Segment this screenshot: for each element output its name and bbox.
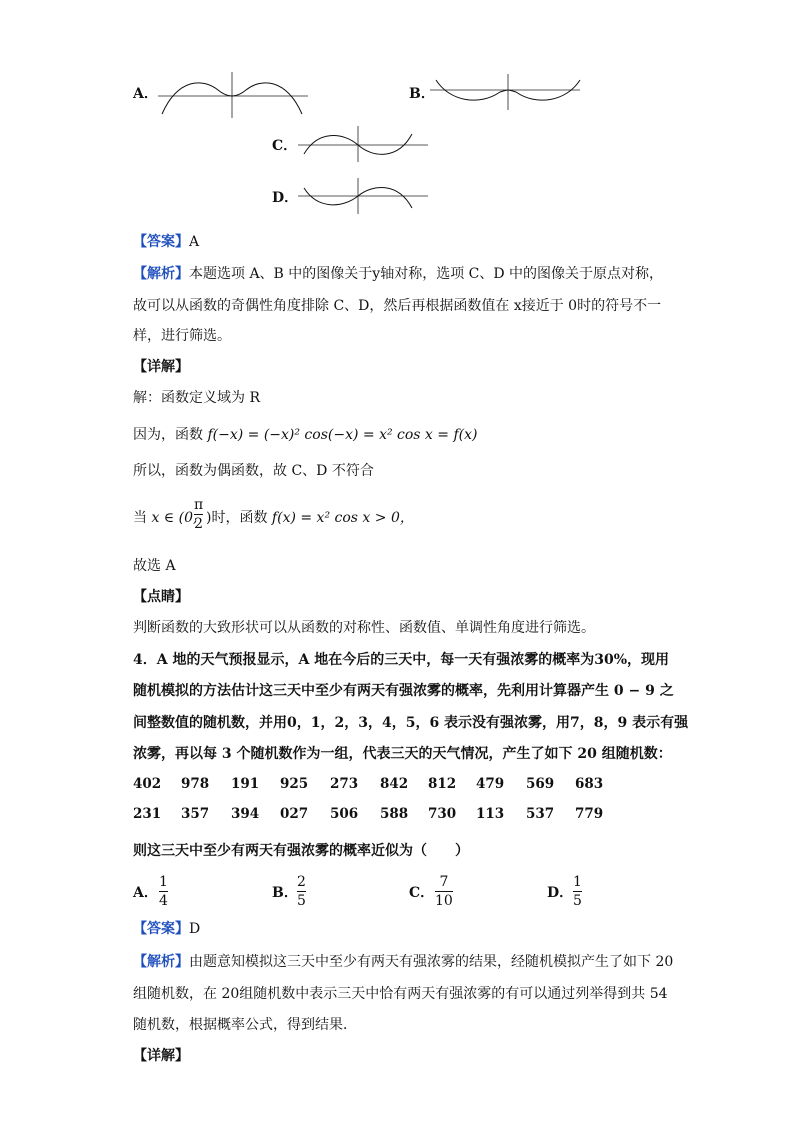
graph-option-d bbox=[298, 176, 438, 216]
fraction-denominator: 10 bbox=[435, 893, 453, 909]
random-number: 027 bbox=[280, 806, 309, 822]
answer-value: D bbox=[189, 921, 201, 937]
option-a-label: A． bbox=[133, 885, 158, 901]
random-number: 231 bbox=[133, 806, 162, 822]
fraction-numerator: 1 bbox=[573, 874, 582, 890]
option-b-label: B． bbox=[272, 885, 298, 901]
graph-option-b bbox=[430, 72, 590, 112]
fraction-bar bbox=[194, 514, 203, 515]
random-number: 113 bbox=[476, 806, 505, 822]
q4-line-3: 间整数值的随机数，并用0，1，2，3，4，5，6 表示没有强浓雾，用7，8，9 表示有强 bbox=[133, 715, 689, 731]
q4-line-4: 浓雾，再以每 3 个随机数作为一组，代表三天的天气情况，产生了如下 20 组随机数： bbox=[133, 746, 672, 762]
fraction-numerator: π bbox=[194, 497, 204, 513]
detail-line-1: 解：函数定义域为 R bbox=[133, 390, 260, 406]
fraction-bar bbox=[159, 891, 168, 892]
remark-text: 判断函数的大致形状可以从函数的对称性、函数值、单调性角度进行筛选。 bbox=[133, 620, 595, 636]
analysis2-line-2: 组随机数，在 20组随机数中表示三天中恰有两天有强浓雾的有可以通过列举得到共 54 bbox=[133, 986, 668, 1002]
fraction-denominator: 2 bbox=[194, 516, 204, 532]
analysis-tag: 【解析】 bbox=[133, 266, 189, 282]
option-d-label: D． bbox=[272, 190, 299, 206]
remark-tag: 【点睛】 bbox=[133, 589, 189, 605]
answer-tag: 【答案】 bbox=[133, 234, 189, 250]
fraction-numerator: 2 bbox=[297, 874, 306, 890]
random-number: 402 bbox=[133, 776, 162, 792]
analysis-line-2: 故可以从函数的奇偶性角度排除 C、D，然后再根据函数值在 x接近于 0时的符号不一 bbox=[133, 298, 662, 314]
analysis-tag: 【解析】 bbox=[133, 954, 189, 970]
graph-option-a bbox=[158, 70, 318, 120]
detail2-tag: 【详解】 bbox=[133, 1048, 189, 1064]
random-number: 191 bbox=[231, 776, 260, 792]
pi-over-2-fraction bbox=[194, 497, 203, 532]
random-number: 842 bbox=[380, 776, 409, 792]
random-number: 588 bbox=[380, 806, 409, 822]
detail-line-2 bbox=[133, 425, 477, 445]
random-number: 683 bbox=[575, 776, 604, 792]
option-c-label: C． bbox=[272, 138, 298, 154]
fraction-denominator: 5 bbox=[573, 893, 582, 909]
q4-line-2: 随机模拟的方法估计这三天中至少有两天有强浓雾的概率，先利用计算器产生 0 − 9 之 bbox=[133, 683, 674, 699]
option-a-label: A． bbox=[133, 86, 158, 102]
random-number: 730 bbox=[428, 806, 457, 822]
q4-question: 则这三天中至少有两天有强浓雾的概率近似为（ ） bbox=[133, 843, 469, 859]
random-number: 925 bbox=[280, 776, 309, 792]
option-c-label: C． bbox=[409, 885, 435, 901]
random-number: 537 bbox=[526, 806, 555, 822]
answer-value: A bbox=[189, 234, 200, 250]
interval-close-text: )时，函数 bbox=[206, 510, 268, 526]
even-function-formula: f(−x) = (−x)² cos(−x) = x² cos x = f(x) bbox=[207, 427, 478, 443]
fraction-bar bbox=[435, 891, 453, 892]
option-a-fraction bbox=[159, 874, 168, 909]
graph-option-c bbox=[298, 124, 438, 164]
fraction-numerator: 1 bbox=[159, 874, 168, 890]
detail-line-4-rest bbox=[206, 508, 414, 528]
random-number: 394 bbox=[231, 806, 260, 822]
detail-line-3: 所以，函数为偶函数，故 C、D 不符合 bbox=[133, 463, 374, 479]
fraction-bar bbox=[573, 891, 582, 892]
random-number: 569 bbox=[526, 776, 555, 792]
q4-line-1: 4．A 地的天气预报显示，A 地在今后的三天中，每一天有强浓雾的概率为30%，现用 bbox=[133, 652, 669, 668]
option-b-fraction bbox=[297, 874, 306, 909]
fraction-denominator: 4 bbox=[159, 893, 168, 909]
detail-line-5: 故选 A bbox=[133, 558, 176, 574]
positive-formula: f(x) = x² cos x > 0， bbox=[271, 510, 414, 526]
random-number: 812 bbox=[428, 776, 457, 792]
analysis2-line-3: 随机数，根据概率公式，得到结果． bbox=[133, 1017, 357, 1033]
option-b-label: B． bbox=[409, 86, 435, 102]
analysis-text: 本题选项 A、B 中的图像关于y轴对称，选项 C、D 中的图像关于原点对称， bbox=[189, 266, 664, 282]
analysis2-line-1 bbox=[133, 952, 673, 972]
fraction-numerator: 7 bbox=[439, 874, 449, 890]
fraction-denominator: 5 bbox=[297, 893, 306, 909]
random-number: 273 bbox=[330, 776, 359, 792]
option-d-fraction bbox=[573, 874, 582, 909]
option-d-label: D． bbox=[547, 885, 574, 901]
analysis-line-1 bbox=[133, 264, 663, 284]
detail-line-2-text: 因为，函数 bbox=[133, 427, 203, 443]
answer-line-2 bbox=[133, 919, 200, 939]
random-number: 779 bbox=[575, 806, 604, 822]
interval-open: x ∈ (0, bbox=[151, 510, 198, 526]
option-c-fraction bbox=[435, 874, 453, 909]
detail-line-4 bbox=[133, 508, 197, 528]
analysis-line-3: 样，进行筛选。 bbox=[133, 328, 231, 344]
random-number: 479 bbox=[476, 776, 505, 792]
random-number: 506 bbox=[330, 806, 359, 822]
answer-line-1 bbox=[133, 232, 199, 252]
fraction-bar bbox=[297, 891, 306, 892]
analysis-text: 由题意知模拟这三天中至少有两天有强浓雾的结果，经随机模拟产生了如下 20 bbox=[189, 954, 674, 970]
detail-tag: 【详解】 bbox=[133, 359, 189, 375]
random-number: 978 bbox=[181, 776, 210, 792]
random-number: 357 bbox=[181, 806, 210, 822]
answer-tag: 【答案】 bbox=[133, 921, 189, 937]
detail-line-4-prefix: 当 bbox=[133, 510, 147, 526]
